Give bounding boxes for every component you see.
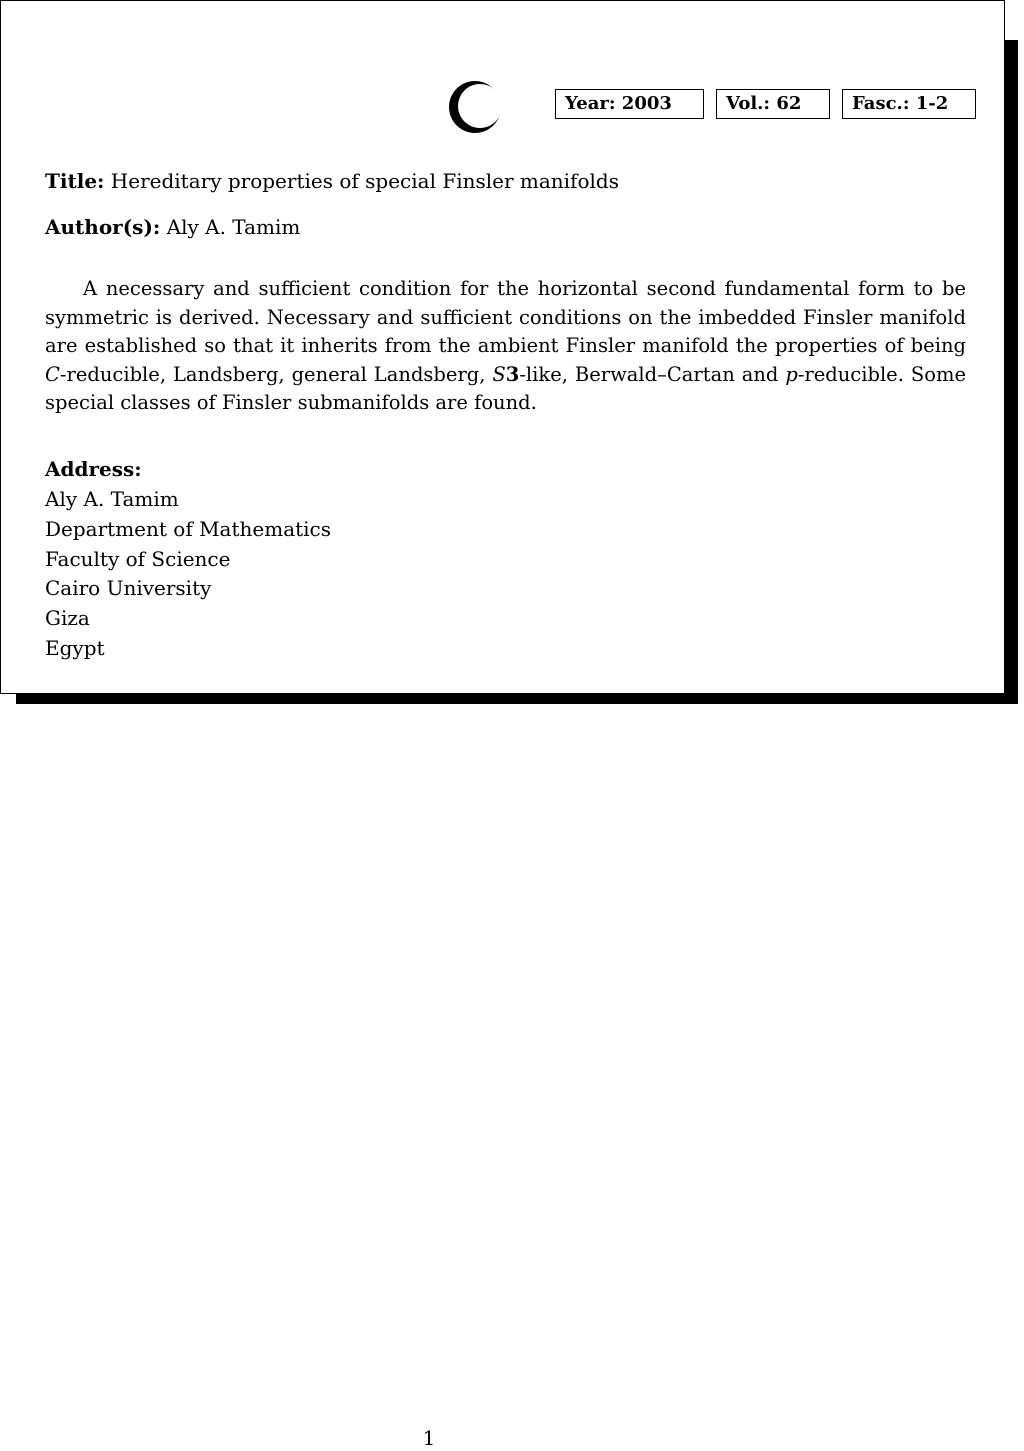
page-number: 1 bbox=[422, 1426, 436, 1450]
address-block bbox=[45, 485, 331, 664]
abstract-symbol-p: p bbox=[785, 362, 798, 386]
paper-author: Aly A. Tamim bbox=[166, 215, 301, 239]
author-label: Author(s): bbox=[45, 215, 161, 239]
volume-badge: Vol.: 62 bbox=[716, 89, 830, 119]
address-heading: Address: bbox=[45, 457, 142, 481]
author-line bbox=[45, 213, 300, 241]
abstract-part-4: -reducible. Some special classes of Finsler submanifolds are found. bbox=[45, 362, 966, 414]
address-line: Cairo University bbox=[45, 576, 212, 601]
address-line: Egypt bbox=[45, 635, 105, 660]
abstract-part-3: -like, Berwald–Cartan and bbox=[519, 362, 786, 386]
address-line: Faculty of Science bbox=[45, 546, 231, 571]
crescent-logo-icon bbox=[447, 79, 503, 135]
address-line: Giza bbox=[45, 606, 90, 631]
title-label: Title: bbox=[45, 169, 105, 193]
abstract-symbol-c: C bbox=[45, 362, 60, 386]
abstract-part-1: A necessary and sufficient condition for the horizontal second fundamental form to be symmetric is derived. Necessary and sufficient conditions on the imbedded Finsler manifold are established so that it inherits from the ambient Finsler manifold the properties of being bbox=[45, 277, 966, 357]
paper-title: Hereditary properties of special Finsler manifolds bbox=[110, 169, 619, 193]
year-badge: Year: 2003 bbox=[555, 89, 704, 119]
fascicle-badge: Fasc.: 1-2 bbox=[842, 89, 976, 119]
abstract-symbol-s-number: 3 bbox=[505, 362, 520, 386]
address-line: Aly A. Tamim bbox=[45, 487, 179, 511]
abstract-text bbox=[45, 275, 966, 418]
abstract-part-2: -reducible, Landsberg, general Landsberg, bbox=[59, 362, 493, 386]
abstract-symbol-s: S bbox=[492, 362, 506, 386]
title-line bbox=[45, 167, 619, 195]
abstract-card bbox=[0, 0, 1005, 694]
address-line: Department of Mathematics bbox=[45, 516, 332, 541]
